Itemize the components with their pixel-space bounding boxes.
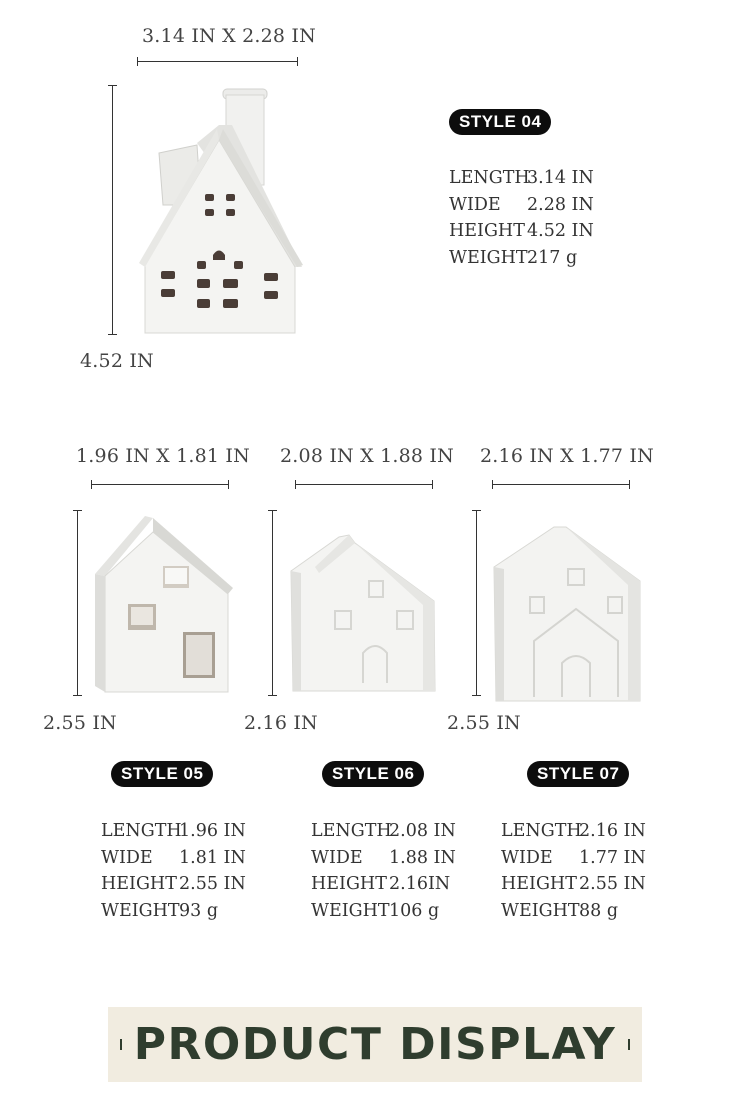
spec-key: LENGTH bbox=[101, 821, 182, 841]
style05-top-dimension: 1.96 IN X 1.81 IN bbox=[76, 445, 250, 467]
spec-value: 88 g bbox=[579, 900, 619, 921]
spec-value: 93 g bbox=[179, 900, 219, 921]
spec-key: HEIGHT bbox=[449, 221, 525, 241]
style05-side-dimension: 2.55 IN bbox=[43, 712, 117, 734]
spec-key: WEIGHT bbox=[449, 247, 528, 268]
style04-badge: STYLE 04 bbox=[449, 109, 551, 135]
spec-value: 1.88 IN bbox=[389, 847, 456, 868]
style04-side-dimension: 4.52 IN bbox=[80, 350, 154, 372]
style07-house-image bbox=[492, 525, 644, 705]
spec-key: HEIGHT bbox=[101, 874, 177, 894]
spec-value: 4.52 IN bbox=[527, 221, 594, 241]
style05-height-line bbox=[77, 510, 78, 696]
spec-value: 106 g bbox=[389, 900, 440, 921]
spec-value: 1.96 IN bbox=[179, 821, 246, 841]
banner-title: PRODUCT DISPLAY bbox=[133, 1019, 617, 1070]
spec-key: LENGTH bbox=[501, 821, 582, 841]
spec-value: 2.55 IN bbox=[179, 874, 246, 894]
style07-top-dimension: 2.16 IN X 1.77 IN bbox=[480, 445, 654, 467]
spec-value: 2.28 IN bbox=[527, 194, 594, 215]
spec-value: 2.16IN bbox=[389, 874, 451, 894]
product-display-banner bbox=[108, 1007, 642, 1082]
spec-row-weight bbox=[311, 898, 456, 925]
style05-width-line bbox=[91, 484, 229, 485]
spec-row-length bbox=[311, 818, 456, 845]
style06-badge: STYLE 06 bbox=[322, 761, 424, 787]
style05-house-image bbox=[93, 514, 233, 694]
spec-row-weight bbox=[501, 898, 646, 925]
spec-row-height bbox=[101, 871, 246, 898]
style04-house-image bbox=[137, 85, 307, 335]
style06-house-image bbox=[289, 533, 439, 693]
style06-top-dimension: 2.08 IN X 1.88 IN bbox=[280, 445, 454, 467]
spec-value: 1.81 IN bbox=[179, 847, 246, 868]
spec-value: 217 g bbox=[527, 247, 578, 268]
style06-side-dimension: 2.16 IN bbox=[244, 712, 318, 734]
spec-value: 1.77 IN bbox=[579, 847, 646, 868]
spec-key: WIDE bbox=[501, 847, 553, 868]
style04-width-line bbox=[137, 61, 298, 62]
spec-row-wide bbox=[449, 192, 594, 219]
spec-key: LENGTH bbox=[311, 821, 392, 841]
style06-width-line bbox=[295, 484, 433, 485]
spec-value: 3.14 IN bbox=[527, 168, 594, 188]
spec-value: 2.16 IN bbox=[579, 821, 646, 841]
spec-value: 2.08 IN bbox=[389, 821, 456, 841]
spec-value: 2.55 IN bbox=[579, 874, 646, 894]
spec-key: WIDE bbox=[101, 847, 153, 868]
style05-badge: STYLE 05 bbox=[111, 761, 213, 787]
spec-key: WIDE bbox=[449, 194, 501, 215]
style07-badge: STYLE 07 bbox=[527, 761, 629, 787]
spec-key: WEIGHT bbox=[101, 900, 180, 921]
spec-row-wide bbox=[501, 845, 646, 872]
style06-specs bbox=[311, 818, 456, 924]
style07-width-line bbox=[492, 484, 630, 485]
banner-square-left-icon bbox=[120, 1039, 122, 1050]
spec-row-wide bbox=[311, 845, 456, 872]
spec-key: WIDE bbox=[311, 847, 363, 868]
spec-key: HEIGHT bbox=[311, 874, 387, 894]
banner-square-right-icon bbox=[628, 1039, 630, 1050]
spec-key: HEIGHT bbox=[501, 874, 577, 894]
spec-row-height bbox=[449, 218, 594, 245]
spec-row-length bbox=[449, 165, 594, 192]
spec-key: LENGTH bbox=[449, 168, 530, 188]
style07-height-line bbox=[476, 510, 477, 696]
style05-specs bbox=[101, 818, 246, 924]
style04-specs bbox=[449, 165, 594, 271]
spec-row-wide bbox=[101, 845, 246, 872]
spec-row-weight bbox=[101, 898, 246, 925]
style07-side-dimension: 2.55 IN bbox=[447, 712, 521, 734]
style04-top-dimension: 3.14 IN X 2.28 IN bbox=[142, 25, 316, 47]
spec-row-length bbox=[501, 818, 646, 845]
style06-height-line bbox=[272, 510, 273, 696]
spec-key: WEIGHT bbox=[501, 900, 580, 921]
spec-row-height bbox=[501, 871, 646, 898]
spec-row-weight bbox=[449, 245, 594, 272]
spec-key: WEIGHT bbox=[311, 900, 390, 921]
spec-row-height bbox=[311, 871, 456, 898]
style04-height-line bbox=[112, 85, 113, 335]
spec-row-length bbox=[101, 818, 246, 845]
style07-specs bbox=[501, 818, 646, 924]
